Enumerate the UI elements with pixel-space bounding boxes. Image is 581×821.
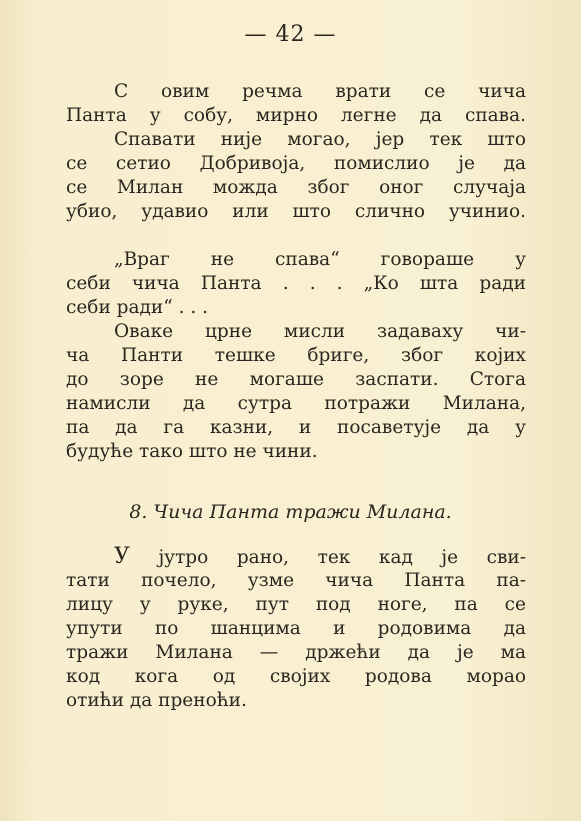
text-line: намисли да сутра потражи Милана,	[66, 393, 526, 414]
text-line: себи чича Панта . . . „Ко шта ради	[66, 273, 526, 294]
text-line: па да га казни, и посаветује да у	[66, 417, 526, 438]
text-line: код кога од својих родова морао	[66, 666, 526, 687]
text-line: У јутро рано, тек кад је сви-	[114, 544, 526, 569]
paragraph-3	[66, 320, 526, 464]
text-line: Спавати није могао, јер тек што	[114, 129, 526, 150]
text-line: упути по шанцима и родовима да	[66, 618, 526, 639]
text-line: тати почело, узме чича Панта па-	[66, 570, 526, 591]
text-line: Панта у собу, мирно легне да спава.	[66, 105, 526, 126]
text-line: отићи да преноћи.	[66, 690, 247, 711]
text-line: убио, удавио или што слично учинио.	[66, 201, 526, 222]
paragraph-2	[66, 248, 526, 320]
paragraph-1	[66, 80, 526, 224]
text-line: се Милан можда због оног случаја	[66, 177, 526, 198]
text-line: до зоре не могаше заспати. Стога	[66, 369, 526, 390]
page-number: — 42 —	[244, 22, 337, 47]
section-heading: 8. Чича Панта тражи Милана.	[129, 501, 452, 523]
text-line: Оваке црне мисли задаваху чи-	[114, 321, 526, 342]
text-line: тражи Милана — држећи да је ма	[66, 642, 526, 663]
text-line: се сетио Добривоја, помислио је да	[66, 153, 526, 174]
paragraph-4	[66, 545, 526, 713]
text-line: себи ради“ . . .	[66, 297, 208, 318]
text-line: лицу у руке, пут под ноге, па се	[66, 594, 526, 615]
text-line: будуће тако што не чини.	[66, 441, 318, 462]
text-line: ча Панти тешке бриге, због којих	[66, 345, 526, 366]
text-line: „Враг не спава“ говораше у	[114, 249, 526, 270]
text-line: С овим речма врати се чича	[114, 81, 526, 102]
